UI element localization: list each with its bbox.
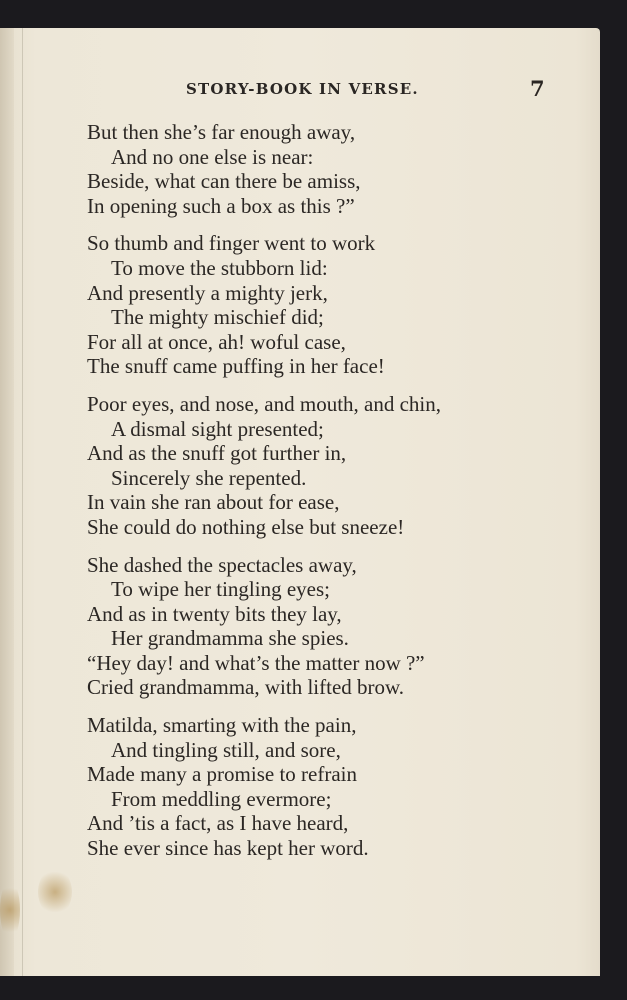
stanza (87, 120, 587, 218)
poem-line: And presently a mighty jerk, (87, 280, 328, 305)
poem-line: A dismal sight presented; (111, 416, 324, 441)
poem-line: Matilda, smarting with the pain, (87, 713, 357, 738)
stanza (87, 713, 587, 861)
poem-line: She dashed the spectacles away, (87, 552, 357, 577)
page-header (0, 76, 600, 104)
poem-line: Made many a promise to refrain (87, 762, 357, 787)
poem-line: And as in twenty bits they lay, (87, 601, 342, 626)
poem-line: To wipe her tingling eyes; (111, 577, 330, 602)
poem-line: And ’tis a fact, as I have heard, (87, 811, 349, 836)
poem-line: Cried grandmamma, with lifted brow. (87, 675, 405, 700)
poem-line: From meddling evermore; (111, 786, 332, 811)
stanza-gap (87, 218, 587, 231)
stanza (87, 231, 587, 379)
stanza (87, 553, 587, 701)
poem-line: For all at once, ah! woful case, (87, 329, 346, 354)
poem-line: Beside, what can there be amiss, (87, 169, 361, 194)
stanza-gap (87, 700, 587, 713)
poem-line: In opening such a box as this ?” (87, 193, 355, 218)
page-gutter (0, 28, 14, 976)
poem-body (87, 120, 587, 861)
poem-line: And tingling still, and sore, (111, 737, 341, 762)
foxing-stain (0, 880, 20, 940)
foxing-stain (38, 868, 72, 916)
stanza-gap (87, 540, 587, 553)
poem-line: But then she’s far enough away, (87, 120, 356, 144)
poem-line: In vain she ran about for ease, (87, 490, 340, 515)
stanza (87, 392, 587, 540)
poem-line: Sincerely she repented. (111, 465, 307, 490)
poem-line: Poor eyes, and nose, and mouth, and chin, (87, 391, 442, 416)
poem-line: She ever since has kept her word. (87, 836, 369, 861)
poem-line: So thumb and finger went to work (87, 231, 376, 256)
poem-line: The mighty mischief did; (111, 305, 324, 330)
poem-line: Her grandmamma she spies. (111, 626, 349, 651)
running-head: STORY-BOOK IN VERSE. (186, 80, 419, 98)
poem-line: “Hey day! and what’s the matter now ?” (87, 650, 425, 675)
poem-line: She could do nothing else but sneeze! (87, 514, 405, 539)
poem-line: And as the snuff got further in, (87, 441, 347, 466)
poem-line: And no one else is near: (111, 144, 314, 169)
poem-line: The snuff came puffing in her face! (87, 354, 385, 379)
poem-line: To move the stubborn lid: (111, 255, 328, 280)
page-number: 7 (530, 76, 545, 101)
gutter-fold (22, 28, 23, 976)
stanza-gap (87, 379, 587, 392)
